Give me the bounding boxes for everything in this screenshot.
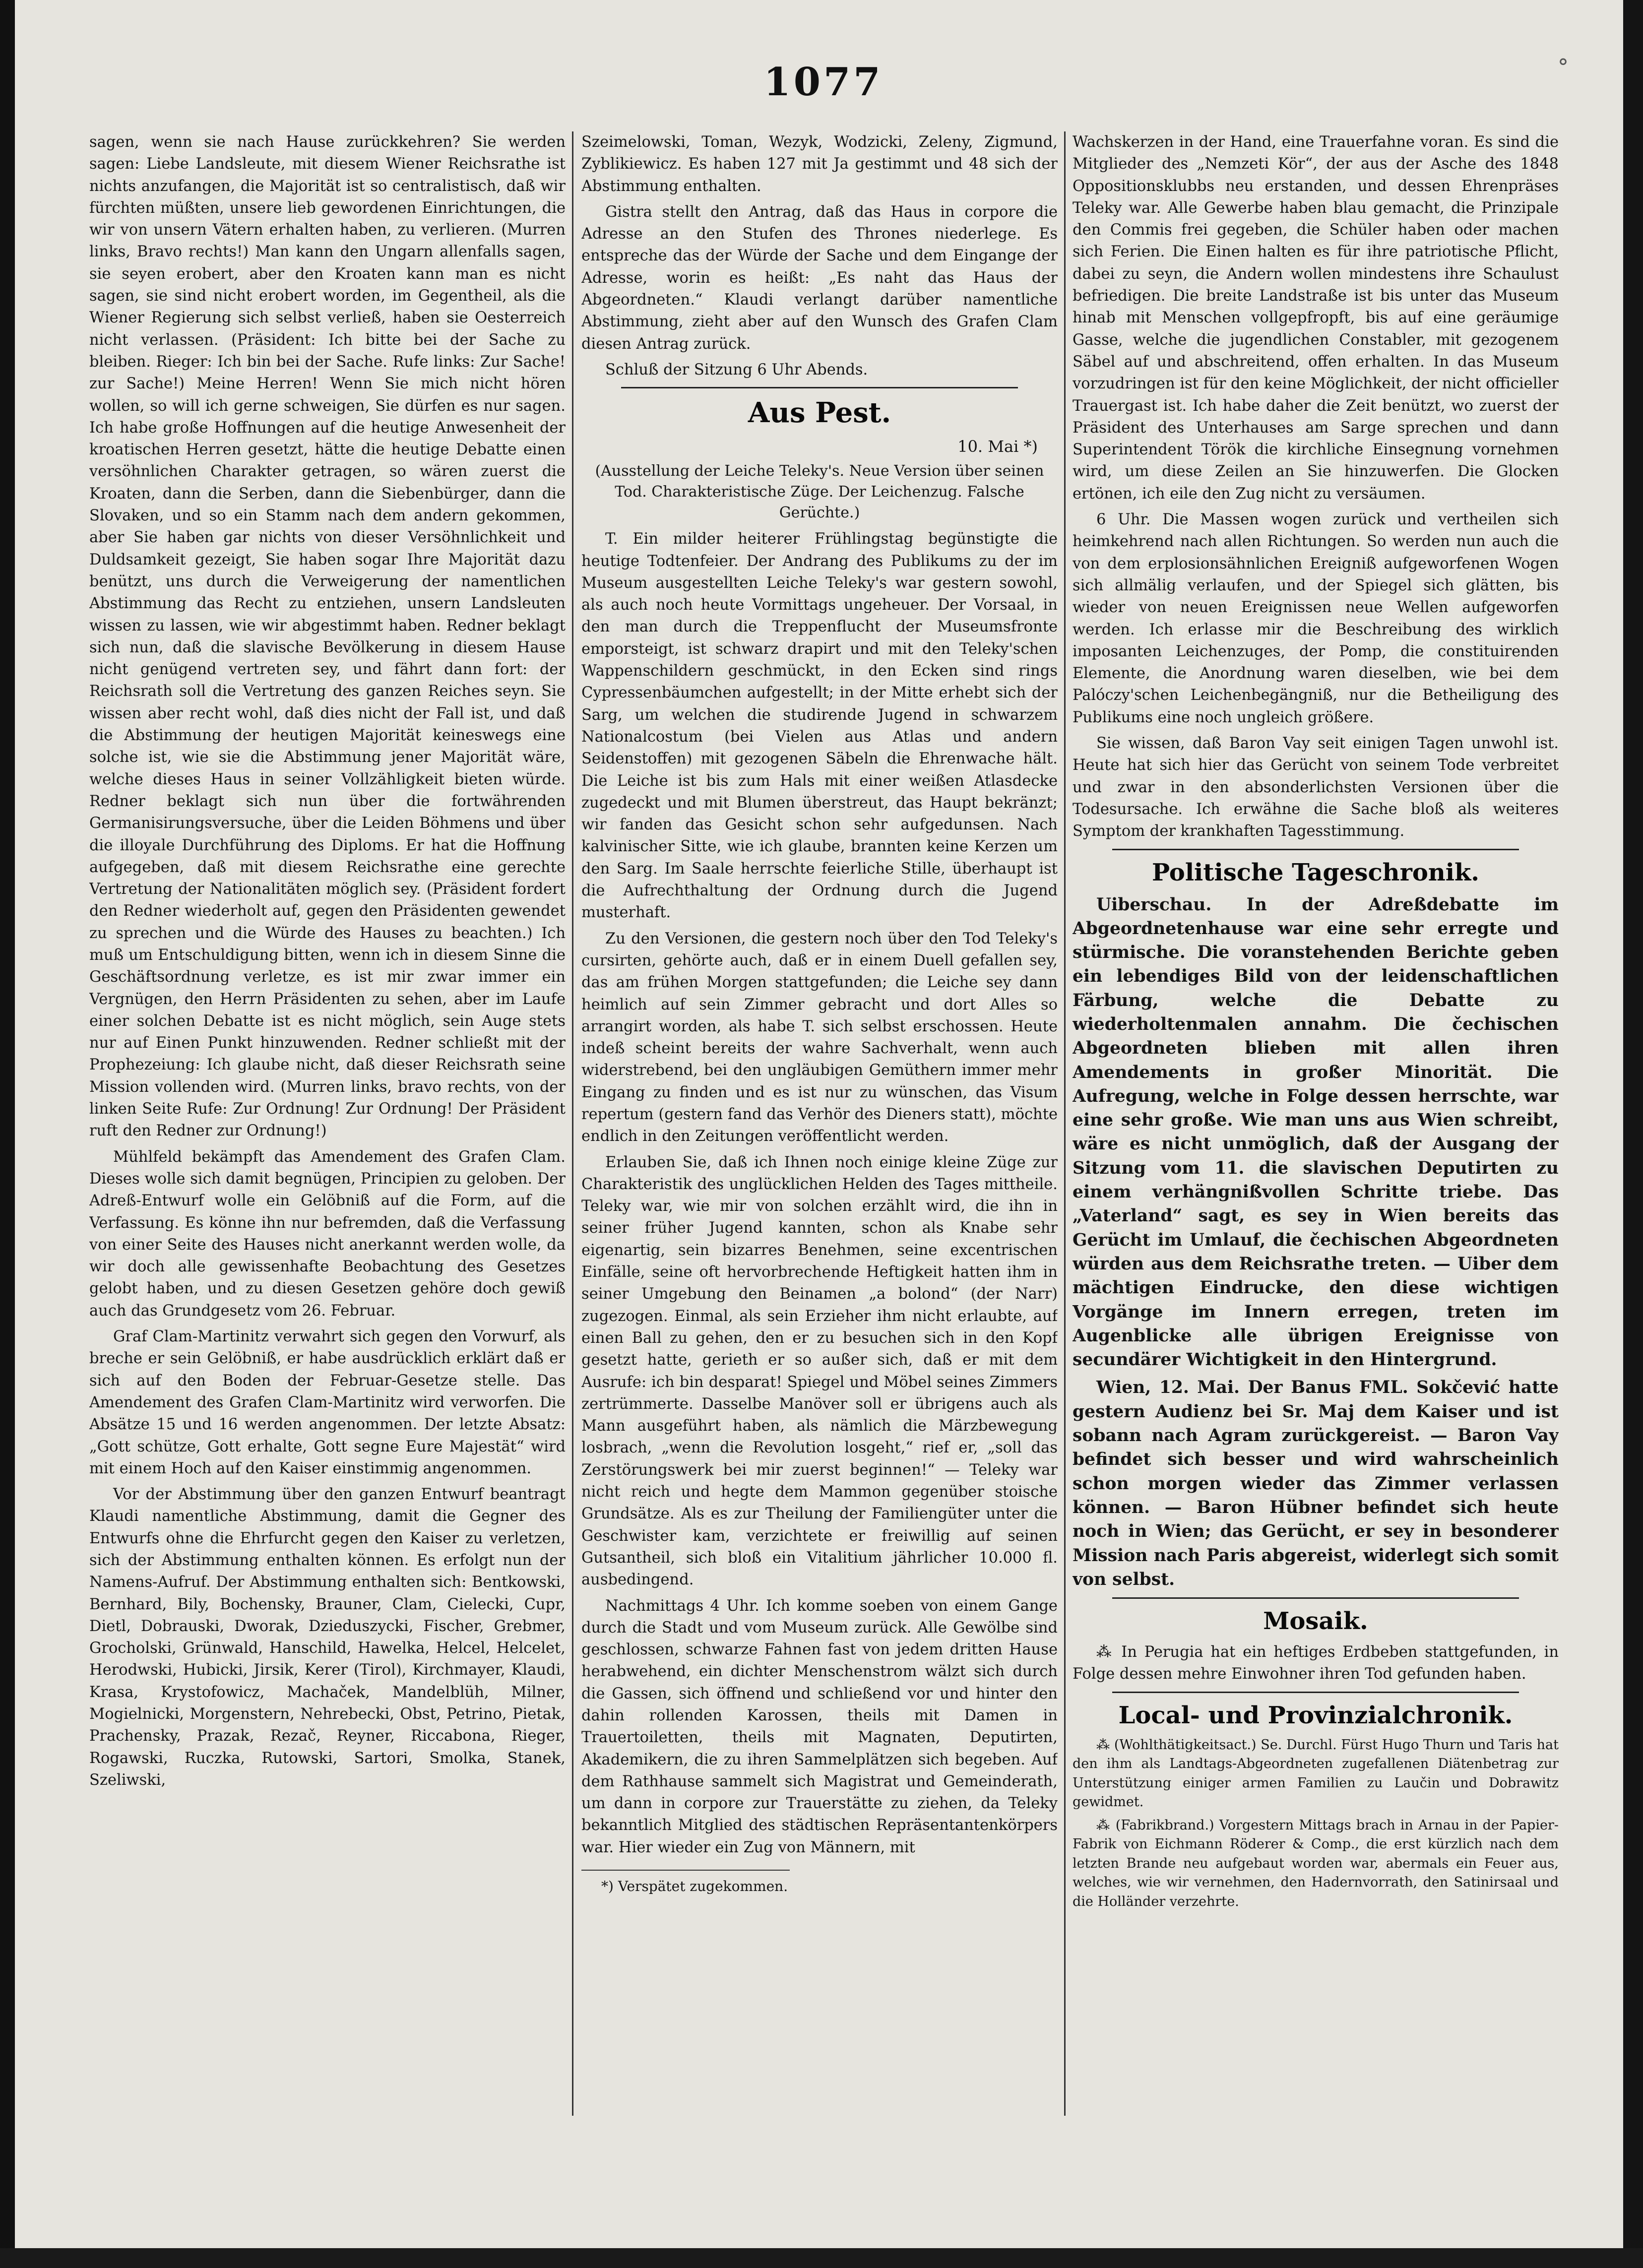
page-number: 1077	[763, 60, 884, 105]
article-paragraph: T. Ein milder heiterer Frühlingstag begünstigte die heutige Todtenfeier. Der Andrang des Publikums zu der im Museum ausgestellten Leiche Teleky's war gestern sowohl, als auch noch heute Vormittags ungeheuer. Der Vorsaal, in den man durch die Treppenflucht der Museumsfronte emporsteigt, ist schwarz drapirt und mit den Teleky'schen Wappenschildern geschmückt, in den Ecken sind rings Cypressenbäumchen aufgestellt; in der Mitte erhebt sich der Sarg, um welchen die studirende Jugend in schwarzem Nationalcostum (bei Vielen aus Atlas und andern Seidenstoffen) mit gezogenen Säbeln die Ehrenwache hält. Die Leiche ist bis zum Hals mit einer weißen Atlasdecke zugedeckt und mit Blumen überstreut, das Haupt bekränzt; wir fanden das Gesicht schon sehr aufgedunsen. Nach kalvinischer Sitte, wie ich glaube, brannten keine Kerzen um den Sarg. Im Saale herrschte feierliche Stille, überhaupt ist die Aufrechthaltung der Ordnung durch die Jugend musterhaft.	[581, 530, 1058, 922]
section-separator	[1112, 1692, 1519, 1693]
dateline: 10. Mai *)	[957, 437, 1038, 456]
article-paragraph: Zu den Versionen, die gestern noch über den Tod Teleky's cursirten, gehörte auch, daß er in einem Duell gefallen sey, das am frühen Morgen stattgefunden; die Leiche sey dann heimlich auf sein Zimmer gebracht und dort Alles so arrangirt worden, als habe T. sich selbst erschossen. Heute indeß scheint bereits der wahre Sachverhalt, wenn auch widerstrebend, bei den ungläubigen Gemüthern immer mehr Eingang zu finden und es ist nur zu wünschen, das Visum repertum (gestern fand das Verhör des Dieners statt), möchte endlich in den Zeitungen veröffentlicht werden.	[581, 930, 1058, 1145]
section-heading-mosaik: Mosaik.	[1263, 1607, 1368, 1636]
article-paragraph: Nachmittags 4 Uhr. Ich komme soeben von einem Gange durch die Stadt und vom Museum zurück. Alle Gewölbe sind geschlossen, schwarze Fahnen fast von jedem dritten Hause herabwehend, ein dichter Menschenstrom wälzt sich durch die Gassen, sich öffnend und schließend vor und hinter den dahin rollenden Karossen, theils mit Damen in Trauertoiletten, theils mit Magnaten, Deputirten, Akademikern, die zu ihren Sammelplätzen sich begeben. Auf dem Rathhause sammelt sich Magistrat und Gemeinderath, um dann in corpore zur Trauerstätte zu ziehen, da Teleky bekanntlich Mitglied des städtischen Repräsentantenkörpers war. Hier wieder ein Zug von Männern, mit	[581, 1597, 1058, 1856]
column-right	[1073, 131, 1559, 2116]
scan-border-bottom	[0, 2248, 1643, 2268]
article-paragraph: ⁂ (Fabrikbrand.) Vorgestern Mittags brach in Arnau in der Papier-Fabrik von Eichmann Röderer & Comp., die erst kürzlich nach dem letzten Brande neu aufgebaut worden war, abermals ein Feuer aus, welches, wie wir vernehmen, den Hadernvorrath, den Satinirsaal und die Holländer verzehrte.	[1073, 1817, 1559, 1909]
footnote-rule	[581, 1870, 790, 1871]
footnote: *) Verspätet zugekommen.	[601, 1878, 788, 1895]
article-paragraph: Wachskerzen in der Hand, eine Trauerfahne voran. Es sind die Mitglieder des „Nemzeti Kör“, der aus der Asche des 1848 Oppositionsklubbs neu erstanden, und dessen Ehrenpräses Teleky war. Alle Gewerbe haben blau gemacht, die Prinzipale den Commis frei gegeben, die Schüler haben oder machen sich Ferien. Die Einen halten es für ihre patriotische Pflicht, dabei zu seyn, die Andern wollen mindestens ihre Schaulust befriedigen. Die breite Landstraße ist bis unter das Museum hinab mit Menschen vollgepfropft, bis auf eine geräumige Gasse, welche die jugendlichen Constabler, mit gezogenem Säbel auf und abschreitend, offen erhalten. In das Museum vorzudringen ist für den keine Möglichkeit, der nicht officieller Trauergast ist. Ich habe daher die Zeit benützt, wo zuerst der Präsident des Unterhauses am Sarge sprechen und dann Superintendent Török die kirchliche Einsegnung vornehmen wird, um diese Zeilen an Sie hinzuwerfen. Die Glocken ertönen, ich eile den Zug nicht zu versäumen.	[1073, 133, 1559, 503]
article-paragraph: Uiberschau. In der Adreßdebatte im Abgeordnetenhause war eine sehr erregte und stürmische. Die voranstehenden Berichte geben ein lebendiges Bild von der leidenschaftlichen Färbung, welche die Debatte zu wiederholtenmalen annahm. Die čechischen Abgeordneten blieben mit allen ihren Amendements in großer Minorität. Die Aufregung, welche in Folge dessen herrschte, war eine sehr große. Wie man uns aus Wien schreibt, wäre es nicht unmöglich, daß der Ausgang der Sitzung vom 11. die slavischen Deputirten zu einem verhängnißvollen Schritte triebe. Das „Vaterland“ sagt, es sey in Wien bereits das Gerücht im Umlauf, die čechischen Abgeordneten würden aus dem Reichsrathe treten. — Uiber dem mächtigen Eindrucke, den diese wichtigen Vorgänge im Innern erregen, treten im Augenblicke alle übrigen Ereignisse von secundärer Wichtigkeit in den Hintergrund.	[1073, 894, 1559, 1370]
politics-section	[1073, 893, 1559, 1592]
scan-border-left	[0, 0, 15, 2268]
corner-mark: °	[1558, 55, 1569, 80]
article-paragraph: sagen, wenn sie nach Hause zurückkehren? Sie werden sagen: Liebe Landsleute, mit diesem Wiener Reichsrathe ist nichts anzufangen, die Majorität ist so centralistisch, daß wir fürchten müßten, unsere lieb gewordenen Einrichtungen, die wir von unsern Vätern erhalten haben, zu verlieren. (Murren links, Bravo rechts!) Man kann den Ungarn allenfalls sagen, sie seyen erobert, aber den Kroaten kann man es nicht sagen, sie sind nicht erobert worden, im Gegentheil, als die Wiener Regierung sich selbst verließ, haben sie Oesterreich nicht verlassen. (Präsident: Ich bitte bei der Sache zu bleiben. Rieger: Ich bin bei der Sache. Rufe links: Zur Sache! zur Sache!) Meine Herren! Wenn Sie mich nicht hören wollen, so will ich gerne schweigen, Sie dürfen es nur sagen. Ich habe große Hoffnungen auf die heutige Anwesenheit der kroatischen Herren gesetzt, hätte die heutige Debatte einen versöhnlichen Charakter getragen, so wären zuerst die Kroaten, dann die Serben, dann die Siebenbürger, dann die Slovaken, und so ein Stamm nach dem andern gekommen, aber Sie haben gar nichts von dieser Versöhnlichkeit und Duldsamkeit gezeigt, Sie haben sogar Ihre Majorität dazu benützt, uns durch die Verweigerung der namentlichen Abstimmung das Recht zu entziehen, unsern Landsleuten wissen zu lassen, wie wir abgestimmt haben. Redner beklagt sich nun, daß die slavische Bevölkerung in diesem Hause nicht genügend vertreten sey, und fährt dann fort: der Reichsrath soll die Vertretung des ganzen Reiches seyn. Sie wissen aber recht wohl, daß dies nicht der Fall ist, und daß die Abstimmung der heutigen Majorität keineswegs eine solche ist, wie sie die Abstimmung jener Majorität wäre, welche dieses Haus in seiner Vollzähligkeit bieten würde. Redner beklagt sich nun über die fortwährenden Germanisirungsversuche, über die Leiden Böhmens und über die illoyale Durchführung des Diploms. Er hat die Hoffnung aufgegeben, daß mit diesem Reichsrathe eine gerechte Vertretung der Nationalitäten möglich sey. (Präsident fordert den Redner wiederholt auf, gegen den Präsidenten gewendet zu sprechen und die Würde des Hauses zu beachten.) Ich muß um Entschuldigung bitten, wenn ich in diesem Sinne die Geschäftsordnung verletze, es ist mir zwar immer ein Vergnügen, den Herrn Präsidenten zu sehen, aber im Laufe einer solchen Debatte ist es nicht möglich, sein Auge stets nur auf Einen Punkt hinzuwenden. Redner schließt mit der Prophezeiung: Ich glaube nicht, daß dieser Reichsrath seine Mission vollenden wird. (Murren links, bravo rechts, von der linken Seite Rufe: Zur Ordnung! Zur Ordnung! Der Präsident ruft den Redner zur Ordnung!)	[89, 133, 566, 1140]
article-paragraph: ⁂ (Wohlthätigkeitsact.) Se. Durchl. Fürst Hugo Thurn und Taris hat den ihm als Landtags-Abgeordneten zugefallenen Diätenbetrag zur Unterstützung einiger armen Familien zu Laučin und Dobrawitz gewidmet.	[1073, 1737, 1559, 1810]
section-heading-local: Local- und Provinzialchronik.	[1118, 1701, 1513, 1729]
section-separator	[1112, 849, 1519, 850]
article-paragraph: ⁂ In Perugia hat ein heftiges Erdbeben stattgefunden, in Folge dessen mehre Einwohner ihren Tod gefunden haben.	[1073, 1643, 1559, 1683]
section-separator	[1112, 1597, 1519, 1599]
article-paragraph: Sie wissen, daß Baron Vay seit einigen Tagen unwohl ist. Heute hat sich hier das Gerücht von seinem Tode verbreitet und zwar in den absonderlichsten Versionen über die Todesursache. Ich erwähne die Sache bloß als weiteres Symptom der krankhaften Tagesstimmung.	[1073, 735, 1559, 840]
column-left	[89, 131, 566, 2116]
column-middle	[581, 131, 1058, 2116]
article-paragraph: Wien, 12. Mai. Der Banus FML. Sokčević hatte gestern Audienz bei Sr. Maj dem Kaiser und ist sobann nach Agram zurückgereist. — Baron Vay befindet sich besser und wird wahrscheinlich schon morgen wieder das Zimmer verlassen können. — Baron Hübner befindet sich heute noch in Wien; das Gerücht, er sey in besonderer Mission nach Paris abgereist, widerlegt sich somit von selbst.	[1073, 1378, 1559, 1589]
session-close: Schluß der Sitzung 6 Uhr Abends.	[605, 361, 868, 378]
article-paragraph: Graf Clam-Martinitz verwahrt sich gegen den Vorwurf, als breche er sein Gelöbniß, er habe ausdrücklich erklärt daß er sich auf den Boden der Februar-Gesetze stelle. Das Amendement des Grafen Clam-Martinitz wird verworfen. Die Absätze 15 und 16 werden angenommen. Der letzte Absatz: „Gott schütze, Gott erhalte, Gott segne Eure Majestät“ wird mit einem Hoch auf den Kaiser einstimmig angenommen.	[89, 1328, 566, 1477]
column-rule	[1064, 131, 1066, 2116]
article-paragraph: 6 Uhr. Die Massen wogen zurück und vertheilen sich heimkehrend nach allen Richtungen. So werden nun auch die von dem erplosionsähnlichen Ereigniß aufgeworfenen Wogen sich allmälig verlaufen, und der Spiegel sich glätten, bis wieder von neuen Ereignissen neue Wellen aufgeworfen werden. Ich erlasse mir die Beschreibung des wirklich imposanten Leichenzuges, der Pomp, die constituirenden Elemente, die Anordnung waren dieselben, wie bei dem Palóczy'schen Leichenbegängniß, nur die Betheiligung des Publikums eine noch ungleich größere.	[1073, 511, 1559, 726]
scan-border-right	[1623, 0, 1643, 2268]
article-paragraph: Szeimelowski, Toman, Wezyk, Wodzicki, Zeleny, Zigmund, Zyblikiewicz. Es haben 127 mit Ja gestimmt und 48 sich der Abstimmung enthalten.	[581, 133, 1058, 195]
article-paragraph: Mühlfeld bekämpft das Amendement des Grafen Clam. Dieses wolle sich damit begnügen, Principien zu geloben. Der Adreß-Entwurf wolle ein Gelöbniß auf die Form, auf die Verfassung. Es könne ihn nur befremden, daß die Verfassung von einer Seite des Hauses nicht anerkannt werden wolle, da wir doch alle gewissenhafte Beobachtung des Gesetzes gelobt haben, und zu diesen Gesetzen gehöre doch gewiß auch das Grundgesetz vom 26. Februar.	[89, 1148, 566, 1320]
section-separator	[621, 387, 1018, 388]
section-heading-politics: Politische Tageschronik.	[1152, 858, 1479, 886]
column-rule	[572, 131, 573, 2116]
section-heading-pest: Aus Pest.	[748, 396, 891, 430]
article-paragraph: Erlauben Sie, daß ich Ihnen noch einige kleine Züge zur Charakteristik des unglücklichen Helden des Tages mittheile. Teleky war, wie mir von solchen erzählt wird, die ihn in seiner früher Jugend kannten, schon als Knabe sehr eigenartig, sein bizarres Benehmen, seine excentrischen Einfälle, seine oft hervorbrechende Heftigkeit hatten ihm in seiner Umgebung den Beinamen „a bolond“ (der Narr) zugezogen. Einmal, als sein Erzieher ihm nicht erlaubte, auf einen Ball zu gehen, den er zu besuchen sich in den Kopf gesetzt hatte, gerieth er so außer sich, daß er mit dem Ausrufe: ich bin desparat! Spiegel und Möbel seines Zimmers zertrümmerte. Dasselbe Manöver soll er übrigens auch als Mann ausgeführt haben, als nämlich die Märzbewegung losbrach, „wenn die Revolution losgeht,“ rief er, „soll das Zerstörungswerk bei mir zuerst beginnen!“ — Teleky war nicht reich und hegte dem Mammon gegenüber stoische Grundsätze. Als es zur Theilung der Familiengüter unter die Geschwister kam, verzichtete er freiwillig auf seinen Gutsantheil, sich bloß ein Vitalitium jährlicher 10.000 fl. ausbedingend.	[581, 1153, 1058, 1589]
article-summary: (Ausstellung der Leiche Teleky's. Neue Version über seinen Tod. Charakteristische Züge. Der Leichenzug. Falsche Gerüchte.)	[595, 462, 1044, 522]
article-paragraph: Vor der Abstimmung über den ganzen Entwurf beantragt Klaudi namentliche Abstimmung, damit die Gegner des Entwurfs ohne die Ehrfurcht gegen den Kaiser zu verletzen, sich der Abstimmung enthalten können. Es erfolgt nun der Namens-Aufruf. Der Abstimmung enthalten sich: Bentkowski, Bernhard, Bily, Bochensky, Brauner, Clam, Cielecki, Cupr, Dietl, Dobrauski, Dworak, Dzieduszycki, Fischer, Grebmer, Grocholski, Grünwald, Hanschild, Hawelka, Helcel, Helcelet, Herodwski, Hubicki, Jirsik, Kerer (Tirol), Kirchmayer, Klaudi, Krasa, Krystofowicz, Machaček, Mandelblüh, Milner, Mogielnicki, Morgenstern, Nehrebecki, Obst, Petrino, Pietak, Prachensky, Prazak, Rezač, Reyner, Riccabona, Rieger, Rogawski, Ruczka, Rutowski, Sartori, Smolka, Stanek, Szeliwski,	[89, 1486, 566, 1789]
article-paragraph: Gistra stellt den Antrag, daß das Haus in corpore die Adresse an den Stufen des Thrones niederlege. Es entspreche das der Würde der Sache und dem Eingange der Adresse, worin es heißt: „Es naht das Haus der Abgeordneten.“ Klaudi verlangt darüber namentliche Abstimmung, zieht aber auf den Wunsch des Grafen Clam diesen Antrag zurück.	[581, 203, 1058, 353]
